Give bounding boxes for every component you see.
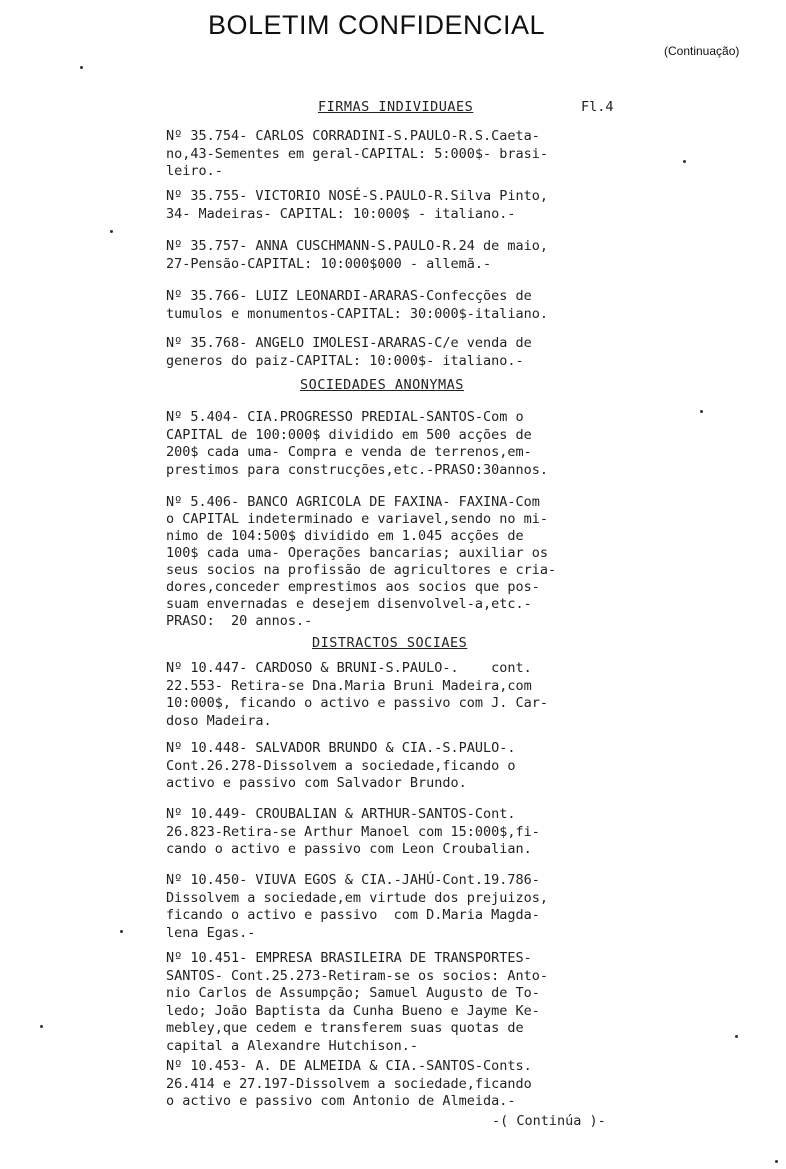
entry-line: dores,conceder emprestimos aos socios que pos-: [166, 579, 540, 595]
entry-line: Nº 10.447- CARDOSO & BRUNI-S.PAULO-. cont.: [166, 660, 532, 676]
continuation-note: (Continuação): [664, 44, 740, 58]
section-heading-sociedades: SOCIEDADES ANONYMAS: [300, 377, 464, 393]
bulletin-title: BOLETIM CONFIDENCIAL: [208, 10, 546, 40]
registry-entry: [166, 238, 636, 273]
entry-line: PRASO: 20 annos.-: [166, 613, 313, 629]
entry-line: 26.823-Retira-se Arthur Manoel com 15:000$,fi-: [166, 823, 540, 840]
registry-entry: [166, 950, 636, 1055]
entry-line: 200$ cada uma- Compra e venda de terrenos,em-: [166, 444, 532, 460]
entry-line: suam envernadas e desejem disenvolvel-a,etc.-: [166, 596, 532, 612]
entry-line: prestimos para construcções,etc.-PRASO:30annos.: [166, 461, 549, 478]
entry-line: Cont.26.278-Dissolvem a sociedade,ficando o: [166, 757, 516, 774]
section-heading-distractos: DISTRACTOS SOCIAES: [312, 635, 468, 651]
entry-line: SANTOS- Cont.25.273-Retiram-se os socios: Anto-: [166, 967, 549, 984]
entry-line: ledo; João Baptista da Cunha Bueno e Jayme Ke-: [166, 1002, 540, 1019]
entry-line: seus socios na profissão de agricultores e cria-: [166, 562, 557, 578]
scan-speck: [700, 410, 703, 413]
entry-line: nio Carlos de Assumpção; Samuel Augusto de To-: [166, 985, 540, 1001]
registry-entry: [166, 660, 636, 730]
entry-line: Nº 10.453- A. DE ALMEIDA & CIA.-SANTOS-Conts.: [166, 1058, 532, 1074]
entry-line: 22.553- Retira-se Dna.Maria Bruni Madeira,com: [166, 677, 532, 694]
entry-line: 10:000$, ficando o activo e passivo com J. Car-: [166, 695, 549, 711]
registry-entry: [166, 288, 636, 323]
entry-line: activo e passivo com Salvador Brundo.: [166, 775, 467, 791]
scan-speck: [80, 66, 83, 69]
entry-line: generos do paiz-CAPITAL: 10:000$- italiano.-: [166, 352, 524, 369]
scan-speck: [40, 1025, 43, 1028]
entry-line: mebley,que cedem e transferem suas quotas de: [166, 1020, 524, 1036]
entry-line: 26.414 e 27.197-Dissolvem a sociedade,ficando: [166, 1075, 532, 1092]
registry-entry: [166, 740, 636, 793]
entry-line: Nº 5.406- BANCO AGRICOLA DE FAXINA- FAXINA-Com: [166, 494, 540, 510]
continues-note: -( Continúa )-: [492, 1113, 606, 1129]
registry-entry: [166, 335, 636, 370]
entry-line: CAPITAL de 100:000$ dividido em 500 acções de: [166, 426, 532, 443]
entry-line: Nº 10.449- CROUBALIAN & ARTHUR-SANTOS-Cont.: [166, 806, 516, 822]
registry-entry: [166, 806, 636, 859]
scan-speck: [775, 1160, 778, 1163]
entry-line: o activo e passivo com Antonio de Almeida.-: [166, 1093, 516, 1109]
scan-speck: [735, 1035, 738, 1038]
scan-speck: [110, 230, 113, 233]
entry-line: Nº 35.768- ANGELO IMOLESI-ARARAS-C/e venda de: [166, 335, 532, 351]
section-heading-firmas: FIRMAS INDIVIDUAES: [318, 99, 474, 115]
entry-line: Nº 10.448- SALVADOR BRUNDO & CIA.-S.PAULO-.: [166, 740, 516, 756]
entry-line: leiro.-: [166, 163, 223, 179]
registry-entry: [166, 188, 636, 223]
scan-speck: [120, 930, 123, 933]
entry-line: 34- Madeiras- CAPITAL: 10:000$ - italiano.-: [166, 205, 516, 222]
entry-line: Nº 35.757- ANNA CUSCHMANN-S.PAULO-R.24 de maio,: [166, 238, 549, 254]
entry-line: lena Egas.-: [166, 924, 256, 941]
entry-line: o CAPITAL indeterminado e variavel,sendo no mi-: [166, 511, 549, 527]
entry-line: Nº 35.754- CARLOS CORRADINI-S.PAULO-R.S.Caeta-: [166, 128, 540, 144]
scan-speck: [683, 160, 686, 163]
entry-line: ficando o activo e passivo com D.Maria Magda-: [166, 907, 540, 923]
registry-entry: [166, 494, 636, 630]
entry-line: cando o activo e passivo com Leon Croubalian.: [166, 841, 532, 857]
entry-line: doso Madeira.: [166, 712, 272, 729]
entry-line: Nº 10.451- EMPRESA BRASILEIRA DE TRANSPORTES-: [166, 950, 532, 966]
registry-entry: [166, 128, 636, 181]
entry-line: Nº 5.404- CIA.PROGRESSO PREDIAL-SANTOS-Com o: [166, 409, 524, 425]
registry-entry: [166, 872, 636, 942]
registry-entry: [166, 409, 636, 479]
entry-line: Nº 10.450- VIUVA EGOS & CIA.-JAHÚ-Cont.19.786-: [166, 872, 540, 888]
sheet-number: Fl.4: [581, 99, 614, 115]
entry-line: 27-Pensão-CAPITAL: 10:000$000 - allemã.-: [166, 255, 492, 272]
entry-line: 100$ cada uma- Operações bancarias; auxiliar os: [166, 545, 549, 561]
entry-line: Nº 35.766- LUIZ LEONARDI-ARARAS-Confecções de: [166, 288, 532, 304]
entry-line: Dissolvem a sociedade,em virtude dos prejuizos,: [166, 889, 549, 906]
entry-line: nimo de 104:500$ dividido em 1.045 acções de: [166, 528, 524, 544]
entry-line: tumulos e monumentos-CAPITAL: 30:000$-italiano.: [166, 305, 549, 322]
entry-line: Nº 35.755- VICTORIO NOSÉ-S.PAULO-R.Silva Pinto,: [166, 188, 549, 204]
registry-entry: [166, 1058, 636, 1111]
entry-line: no,43-Sementes em geral-CAPITAL: 5:000$- brasi-: [166, 145, 549, 162]
entry-line: capital a Alexandre Hutchison.-: [166, 1037, 418, 1054]
